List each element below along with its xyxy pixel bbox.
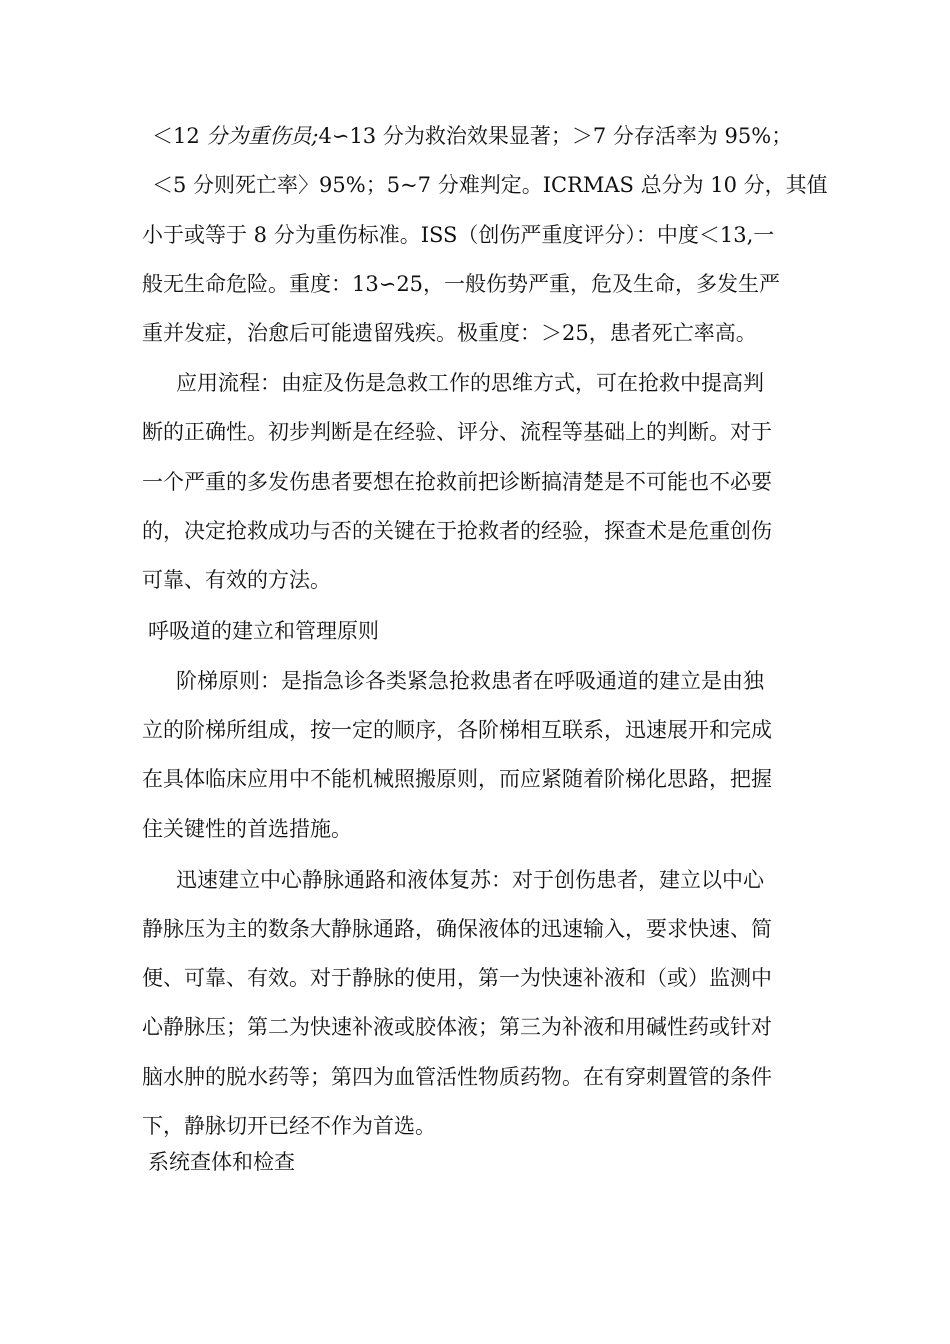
italic-text-span: 分为重伤员; (206, 124, 319, 148)
text-line: 住关键性的首选措施。 (142, 817, 352, 841)
text-line: 下，静脉切开已经不作为首选。 (142, 1114, 436, 1138)
text-line: 心静脉压；第二为快速补液或胶体液；第三为补液和用碱性药或针对 (142, 1015, 772, 1039)
text-line: 的，决定抢救成功与否的关键在于抢救者的经验，探查术是危重创伤 (142, 519, 772, 543)
text-line (152, 122, 822, 150)
text-line: 阶梯原则：是指急诊各类紧急抢救患者在呼吸通道的建立是由独 (176, 669, 764, 693)
text-line: 断的正确性。初步判断是在经验、评分、流程等基础上的判断。对于 (142, 420, 772, 444)
text-line: 静脉压为主的数条大静脉通路，确保液体的迅速输入，要求快速、简 (142, 917, 772, 941)
text-line: 立的阶梯所组成，按一定的顺序，各阶梯相互联系，迅速展开和完成 (142, 718, 772, 742)
section-heading: 呼吸道的建立和管理原则 (148, 619, 379, 643)
text-span: ＜12 (152, 124, 207, 148)
text-line: 重并发症，治愈后可能遗留残疾。极重度：＞25，患者死亡率高。 (142, 321, 757, 345)
text-line: 迅速建立中心静脉通路和液体复苏：对于创伤患者，建立以中心 (176, 868, 764, 892)
text-line: 一个严重的多发伤患者要想在抢救前把诊断搞清楚是不可能也不必要 (142, 470, 772, 494)
text-line: ＜5 分则死亡率〉95%；5~7 分难判定。ICRMAS 总分为 10 分，其值 (152, 173, 828, 197)
text-line: 在具体临床应用中不能机械照搬原则，而应紧随着阶梯化思路，把握 (142, 767, 772, 791)
text-line: 便、可靠、有效。对于静脉的使用，第一为快速补液和（或）监测中 (142, 966, 772, 990)
text-line: 脑水肿的脱水药等；第四为血管活性物质药物。在有穿刺置管的条件 (142, 1065, 772, 1089)
text-line: 小于或等于 8 分为重伤标准。ISS（创伤严重度评分）：中度＜13,一 (142, 223, 775, 247)
text-line: 可靠、有效的方法。 (142, 568, 331, 592)
text-line: 般无生命危险。重度：13∽25，一般伤势严重，危及生命，多发生严 (142, 272, 781, 296)
section-heading: 系统查体和检查 (148, 1150, 295, 1174)
text-line: 应用流程：由症及伤是急救工作的思维方式，可在抢救中提高判 (176, 371, 764, 395)
text-span: 4∽13 分为救治效果显著；＞7 分存活率为 95%； (318, 124, 793, 148)
